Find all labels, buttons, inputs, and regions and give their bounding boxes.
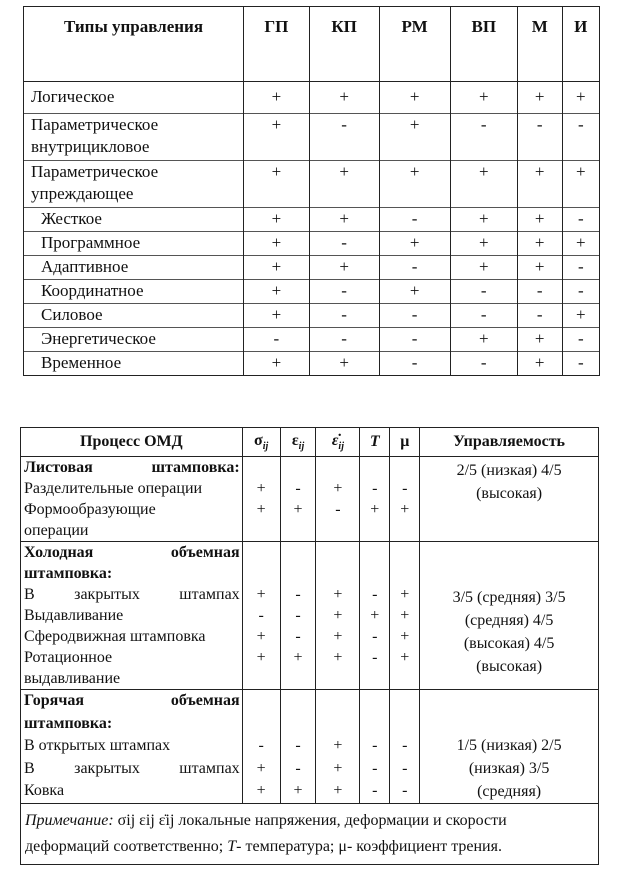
table-cell: -	[316, 499, 360, 520]
table-cell: -	[450, 280, 517, 304]
table-cell: +	[316, 605, 360, 626]
table-row	[24, 256, 600, 280]
header-control: Управляемость	[420, 428, 599, 457]
row-label: Логическое	[24, 82, 244, 114]
table-cell: +	[244, 161, 310, 208]
row-label: Ротационное	[21, 647, 243, 668]
table-cell: +	[244, 352, 310, 376]
section-title-row	[21, 690, 599, 713]
table-cell: +	[360, 499, 390, 520]
table-cell: -	[360, 780, 390, 803]
section-title-row	[21, 457, 599, 479]
epsilon-symbol: ε	[291, 431, 299, 449]
table-cell: +	[450, 82, 517, 114]
table-row	[24, 304, 600, 328]
row-label: Ковка	[21, 780, 243, 803]
row-label-line: Параметрическое	[31, 162, 159, 181]
table-cell: -	[379, 328, 450, 352]
table-cell: +	[280, 647, 316, 668]
table-cell: -	[309, 114, 379, 161]
row-label-line: операции	[21, 520, 243, 542]
table-cell: +	[450, 208, 517, 232]
table-cell: -	[562, 114, 599, 161]
table-cell: -	[280, 478, 316, 499]
table-cell: +	[244, 232, 310, 256]
table-cell: +	[309, 161, 379, 208]
table-cell: +	[316, 735, 360, 758]
table-cell: +	[316, 626, 360, 647]
table-cell: +	[309, 256, 379, 280]
table-cell: -	[360, 758, 390, 781]
controllability-line: (высокая)	[476, 658, 543, 675]
table-cell: +	[390, 605, 420, 626]
table-cell: -	[562, 352, 599, 376]
table-row	[24, 232, 600, 256]
table-cell: -	[360, 735, 390, 758]
table-cell: +	[316, 478, 360, 499]
table-cell: -	[517, 304, 562, 328]
table-cell: +	[244, 82, 310, 114]
header-vp: ВП	[450, 7, 517, 82]
controllability-line: (средняя)	[477, 783, 542, 800]
table-cell: -	[242, 605, 280, 626]
table-cell: -	[309, 328, 379, 352]
table-cell: +	[390, 647, 420, 668]
table-cell: +	[450, 232, 517, 256]
table-cell: -	[280, 584, 316, 605]
header-m: М	[517, 7, 562, 82]
note-prefix: Примечание:	[25, 812, 114, 829]
table-cell: -	[390, 735, 420, 758]
section-title-line: штамповка:	[21, 563, 243, 584]
table-cell: -	[360, 626, 390, 647]
controllability-line: (высокая) 4/5	[463, 635, 555, 652]
table-cell: -	[360, 584, 390, 605]
table-cell: +	[244, 280, 310, 304]
omd-process-table	[20, 427, 599, 865]
table-cell: -	[280, 735, 316, 758]
controllability-line: 3/5 (средняя) 3/5	[452, 589, 566, 606]
table-cell: -	[280, 626, 316, 647]
table-cell: -	[309, 304, 379, 328]
table-cell: -	[379, 304, 450, 328]
row-label: В закрытых штампах	[21, 758, 243, 781]
header-gp: ГП	[244, 7, 310, 82]
table-cell: +	[562, 161, 599, 208]
row-label	[24, 114, 244, 161]
header-kp: КП	[309, 7, 379, 82]
header-rm: РМ	[379, 7, 450, 82]
header-eps	[280, 428, 316, 457]
header-control-types: Типы управления	[24, 7, 244, 82]
section-title: Холодная объемная	[21, 542, 243, 564]
table-cell: +	[450, 256, 517, 280]
table-cell: +	[379, 280, 450, 304]
table-cell: -	[309, 232, 379, 256]
header-mu: μ	[390, 428, 420, 457]
table-cell: +	[562, 232, 599, 256]
table-cell: +	[244, 304, 310, 328]
table-cell: -	[390, 758, 420, 781]
note-text-2: - температура; μ- коэффициент трения.	[236, 838, 502, 855]
note-cell	[21, 804, 599, 865]
table-cell: -	[517, 280, 562, 304]
table-cell: +	[280, 780, 316, 803]
table-cell: +	[517, 82, 562, 114]
table-cell: -	[360, 647, 390, 668]
table-cell: -	[450, 114, 517, 161]
header-i: И	[562, 7, 599, 82]
table-cell: +	[244, 114, 310, 161]
table-cell: -	[450, 352, 517, 376]
table-cell: -	[517, 114, 562, 161]
table-cell: -	[280, 605, 316, 626]
table-cell: -	[562, 328, 599, 352]
row-label: Силовое	[24, 304, 244, 328]
row-label-line: упреждающее	[31, 184, 134, 203]
controllability-cell	[420, 457, 599, 542]
table-cell: +	[379, 114, 450, 161]
controllability-line: 2/5 (низкая) 4/5	[456, 462, 562, 479]
table-cell: -	[309, 280, 379, 304]
table-cell: +	[242, 478, 280, 499]
header-process: Процесс ОМД	[21, 428, 243, 457]
header-temperature: T	[360, 428, 390, 457]
row-label: Координатное	[24, 280, 244, 304]
controllability-cell	[420, 690, 599, 804]
table-cell: +	[379, 161, 450, 208]
table-cell: -	[390, 478, 420, 499]
section-title: Листовая штамповка:	[21, 457, 243, 479]
table-cell: -	[242, 735, 280, 758]
table-cell: +	[309, 352, 379, 376]
row-label: В открытых штампах	[21, 735, 243, 758]
note-symbols: σij εij ε̇ij	[117, 812, 175, 829]
controllability-cell	[420, 542, 599, 690]
row-label: Программное	[24, 232, 244, 256]
table-cell: -	[562, 256, 599, 280]
epsilon-dot-symbol: ε̇	[331, 431, 339, 449]
table-row	[24, 208, 600, 232]
table-cell: +	[316, 780, 360, 803]
table-cell: -	[562, 280, 599, 304]
row-label: Сферодвижная штамповка	[21, 626, 243, 647]
controllability-line: (средняя) 4/5	[464, 612, 554, 629]
row-label-line: внутрицикловое	[31, 137, 150, 156]
table-cell: +	[517, 352, 562, 376]
table-cell: +	[316, 647, 360, 668]
table-cell: +	[242, 626, 280, 647]
table-cell: -	[450, 304, 517, 328]
table-row	[24, 352, 600, 376]
note-temperature-symbol: T	[227, 838, 237, 855]
table-cell: +	[379, 232, 450, 256]
row-label-line: выдавливание	[21, 668, 243, 690]
row-label: Разделительные операции	[21, 478, 243, 499]
table-cell: -	[379, 256, 450, 280]
section-title-row	[21, 542, 599, 564]
table-header-row	[21, 428, 599, 457]
table-cell: +	[280, 499, 316, 520]
table-cell: +	[390, 626, 420, 647]
table-row	[24, 280, 600, 304]
table-cell: +	[316, 758, 360, 781]
subscript: ij	[262, 441, 269, 453]
subscript: ij	[298, 441, 305, 453]
table-cell: +	[242, 647, 280, 668]
table-cell: +	[390, 584, 420, 605]
table-cell: +	[360, 605, 390, 626]
table-cell: +	[517, 256, 562, 280]
control-types-table	[23, 6, 600, 376]
header-sigma	[242, 428, 280, 457]
table-cell: -	[379, 208, 450, 232]
table-cell: -	[379, 352, 450, 376]
table-cell: +	[244, 256, 310, 280]
table-cell: +	[309, 208, 379, 232]
row-label: Адаптивное	[24, 256, 244, 280]
table-cell: +	[562, 304, 599, 328]
table-cell: -	[360, 478, 390, 499]
note-text: локальные напряжения, деформации и скорости деформаций соответственно;	[25, 812, 507, 855]
row-label: В закрытых штампах	[21, 584, 243, 605]
table-cell: +	[517, 161, 562, 208]
table-row	[24, 161, 600, 208]
controllability-line: (высокая)	[476, 485, 543, 502]
table-cell: +	[242, 584, 280, 605]
table-cell: +	[316, 584, 360, 605]
header-epsdot	[316, 428, 360, 457]
table-cell: +	[309, 82, 379, 114]
section-title-line: штамповка:	[21, 713, 243, 736]
controllability-line: (низкая) 3/5	[468, 760, 550, 777]
row-label-line: Параметрическое	[31, 115, 159, 134]
row-label: Жесткое	[24, 208, 244, 232]
table-cell: -	[280, 758, 316, 781]
table-cell: +	[390, 499, 420, 520]
table-cell: +	[244, 208, 310, 232]
table-cell: +	[450, 161, 517, 208]
table-cell: +	[242, 780, 280, 803]
subscript: ij	[338, 441, 344, 453]
row-label: Формообразующие	[21, 499, 243, 520]
note-row	[21, 804, 599, 865]
table-cell: +	[517, 208, 562, 232]
table-row	[24, 114, 600, 161]
table-cell: -	[562, 208, 599, 232]
table-cell: +	[517, 328, 562, 352]
table-cell: +	[242, 758, 280, 781]
sigma-symbol: σ	[253, 431, 263, 449]
table-row	[24, 82, 600, 114]
table-header-row	[24, 7, 600, 82]
row-label: Выдавливание	[21, 605, 243, 626]
table-row	[24, 328, 600, 352]
table-cell: +	[562, 82, 599, 114]
table-cell: +	[517, 232, 562, 256]
table-cell: -	[244, 328, 310, 352]
table-cell: +	[242, 499, 280, 520]
table-cell: +	[379, 82, 450, 114]
controllability-line: 1/5 (низкая) 2/5	[456, 737, 562, 754]
row-label: Энергетическое	[24, 328, 244, 352]
row-label: Временное	[24, 352, 244, 376]
table-cell: +	[450, 328, 517, 352]
row-label	[24, 161, 244, 208]
table-cell: -	[390, 780, 420, 803]
section-title: Горячая объемная	[21, 690, 243, 713]
